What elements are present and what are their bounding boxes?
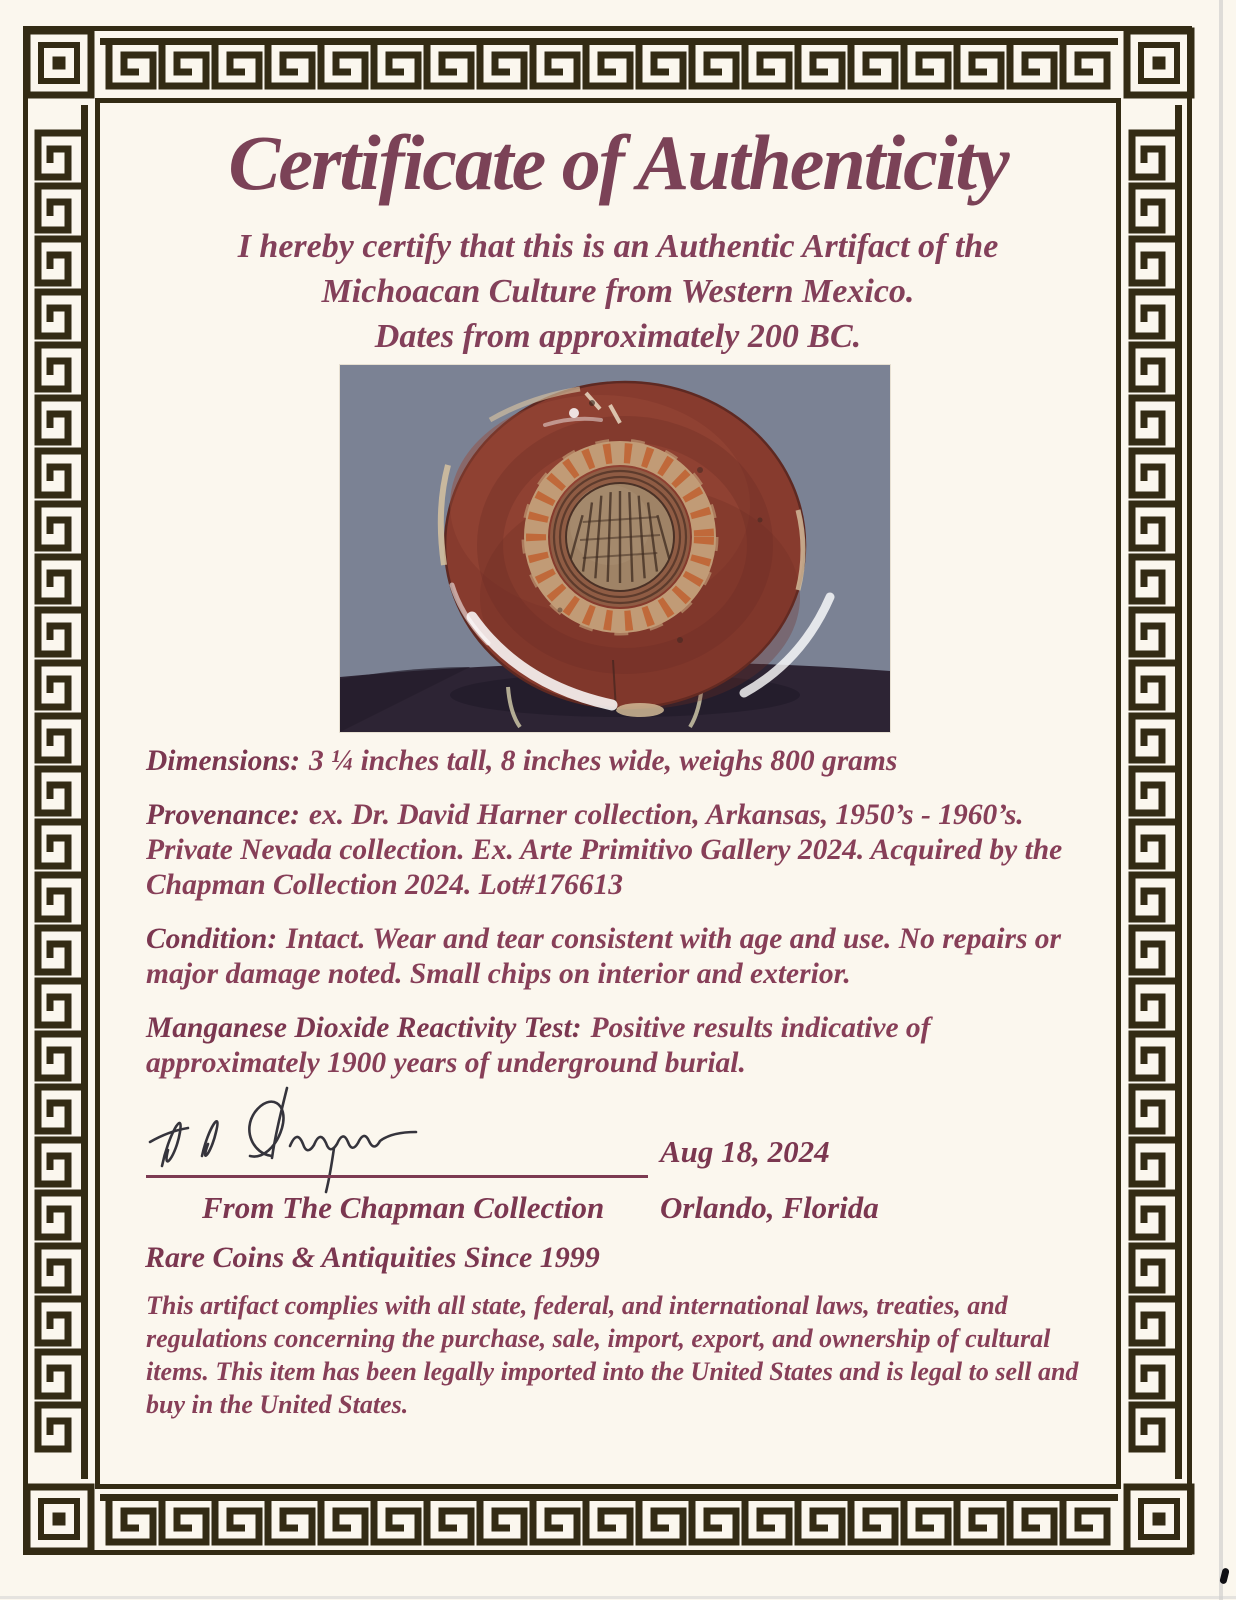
detail-text: 3 ¼ inches tall, 8 inches wide, weighs 800 grams (308, 745, 898, 777)
issuer-organization: From The Chapman Collection (202, 1190, 605, 1225)
detail-label: Manganese Dioxide Reactivity Test: (146, 1012, 582, 1044)
detail-reactivity-test (146, 1011, 1098, 1081)
intro-line: Michoacan Culture from Western Mexico. (321, 273, 915, 310)
issuer-tagline: Rare Coins & Antiquities Since 1999 (145, 1241, 600, 1274)
detail-condition (146, 922, 1098, 992)
signature-date: Aug 18, 2024 (660, 1134, 830, 1169)
intro-line: Dates from approximately 200 BC. (374, 318, 862, 355)
detail-label: Condition: (146, 923, 278, 955)
detail-text: Positive results indicative of approximately 1900 years of underground burial. (146, 1012, 931, 1079)
artifact-photo (340, 365, 890, 732)
certificate-title: Certificate of Authenticity (228, 119, 1008, 206)
certification-statement (0, 224, 1236, 359)
detail-label: Provenance: (146, 799, 301, 831)
detail-label: Dimensions: (146, 745, 301, 777)
intro-line: I hereby certify that this is an Authentic Artifact of the (237, 228, 999, 265)
issuer-location: Orlando, Florida (660, 1190, 879, 1225)
bowl-image (340, 365, 890, 732)
detail-text: ex. Dr. David Harner collection, Arkansas, 1950’s - 1960’s. Private Nevada collection. Ex. Arte Primitivo Gallery 2024. Acquired by the Chapman Collection 2024. Lot#176613 (146, 799, 1063, 901)
detail-text: Intact. Wear and tear consistent with age and use. No repairs or major damage noted. Small chips on interior and exterior. (146, 923, 1062, 990)
legal-disclaimer: This artifact complies with all state, federal, and international laws, treaties, and regulations concerning the purchase, sale, import, export, and ownership of cultural items. This item has been legally imported into the United States and is legal to sell and buy in the United States. (146, 1291, 1079, 1419)
scan-edge-shadow (1219, 0, 1223, 1600)
handwritten-signature (138, 1074, 468, 1199)
detail-dimensions (146, 744, 1098, 779)
signature-line (146, 1175, 648, 1178)
detail-provenance (146, 798, 1098, 903)
detail-paragraphs (146, 744, 1098, 1100)
scan-edge-shadow (0, 1596, 1236, 1599)
